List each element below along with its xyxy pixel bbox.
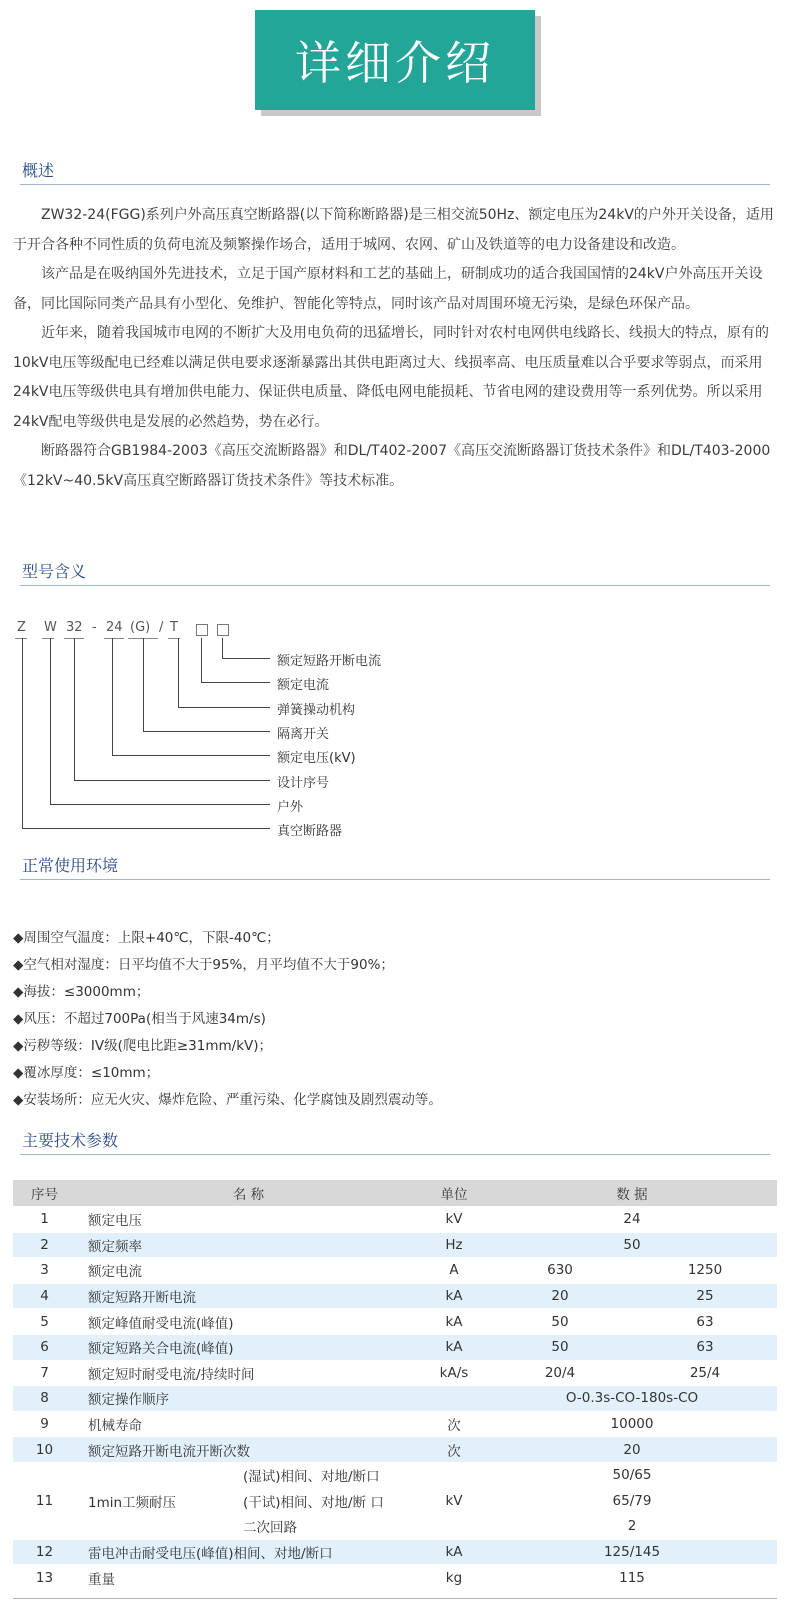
leader-line (143, 638, 144, 731)
row-no: 3 (13, 1258, 76, 1284)
table-row (13, 1309, 777, 1335)
row-value-1: 50 (487, 1334, 633, 1360)
row-name: 额定短路开断电流 (76, 1283, 421, 1309)
row-unit: kA (421, 1334, 487, 1360)
row-unit: kV (421, 1207, 487, 1233)
model-label: 额定电流 (277, 678, 330, 693)
leader-line (143, 731, 270, 732)
model-label: 额定电压(kV) (277, 751, 356, 766)
row-name: 额定峰值耐受电流(峰值) (76, 1309, 421, 1335)
env-item: ◆安装场所：应无火灾、爆炸危险、严重污染、化学腐蚀及剧烈震动等。 (13, 1092, 442, 1108)
row-no: 9 (13, 1411, 76, 1437)
table-row (13, 1437, 777, 1463)
table-row (13, 1386, 777, 1412)
table-row (13, 1334, 777, 1360)
row-name: 额定电流 (76, 1258, 421, 1284)
leader-line (22, 638, 23, 828)
row-name: 额定短路开断电流开断次数 (76, 1437, 421, 1463)
row-value: 50/65 (487, 1462, 777, 1488)
table-row (13, 1411, 777, 1437)
model-code-slash: / (159, 620, 164, 635)
section-header-overview (20, 160, 770, 185)
row-unit: 次 (421, 1437, 487, 1463)
leader-line (178, 638, 179, 707)
leader-line (201, 682, 270, 683)
env-item: ◆空气相对湿度：日平均值不大于95%，月平均值不大于90%； (13, 957, 394, 973)
banner-title: 详细介绍 (295, 36, 495, 90)
leader-line (178, 707, 270, 708)
row-unit: kA (421, 1283, 487, 1309)
table-header-row (13, 1180, 777, 1207)
row-value: 10000 (487, 1411, 777, 1437)
leader-line (74, 780, 270, 781)
model-label: 设计序号 (277, 776, 330, 791)
row-name: 额定电压 (76, 1207, 421, 1233)
table-row (13, 1258, 777, 1284)
model-underline (15, 638, 27, 639)
leader-line (50, 804, 270, 805)
model-label: 弹簧操动机构 (277, 703, 356, 718)
section-banner (255, 10, 535, 110)
overview-paragraph-1: ZW32-24(FGG)系列户外高压真空断路器(以下简称断路器)是三相交流50Hz、额定电压为24kV的户外开关设备，适用于开合各种不同性质的负荷电流及频繁操作场合，适用于城网、农网、矿山及铁道等的电力设备建设和改造。 (13, 207, 774, 253)
overview-paragraph-3: 近年来，随着我国城市电网的不断扩大及用电负荷的迅猛增长，同时针对农村电网供电线路长、线损大的特点，原有的10kV电压等级配电已经难以满足供电要求逐渐暴露出其供电距离过大、线损率高、电压质量难以合乎要求等弱点，而采用24kV电压等级供电具有增加供电能力、保证供电质量、降低电网电能损耗、节省电网的建设费用等一系列优势。所以采用24kV配电等级供电是发展的必然趋势，势在必行。 (13, 325, 769, 430)
section-header-model (20, 561, 770, 586)
row-name: 重量 (76, 1565, 421, 1591)
header-name: 名 称 (76, 1180, 421, 1207)
row-name: 额定短路关合电流(峰值) (76, 1334, 421, 1360)
env-item: ◆覆冰厚度：≤10mm； (13, 1065, 160, 1081)
model-code-dash: - (92, 620, 97, 635)
row-name: 机械寿命 (76, 1411, 421, 1437)
table-row (13, 1360, 777, 1386)
row-value: 115 (487, 1565, 777, 1591)
header-data: 数 据 (487, 1180, 777, 1207)
leader-line (112, 755, 270, 756)
row-sub-label: (湿试)相间、对地/断口 (231, 1462, 421, 1488)
env-item: ◆风压：不超过700Pa(相当于风速34m/s) (13, 1011, 266, 1027)
model-code-g: (G) (130, 620, 151, 635)
row-value: 24 (487, 1207, 777, 1233)
leader-line (112, 638, 113, 755)
row-no: 6 (13, 1334, 76, 1360)
row-no: 5 (13, 1309, 76, 1335)
row-value: 65/79 (487, 1488, 777, 1514)
row-value: 20 (487, 1437, 777, 1463)
section-title-params: 主要技术参数 (22, 1131, 119, 1150)
model-label: 户外 (277, 800, 304, 815)
env-item: ◆海拔：≤3000mm； (13, 984, 150, 1000)
model-code-t: T (170, 620, 178, 635)
row-no: 11 (13, 1462, 76, 1539)
row-unit: Hz (421, 1232, 487, 1258)
row-no: 10 (13, 1437, 76, 1463)
row-value-2: 63 (633, 1309, 777, 1335)
row-name: 雷电冲击耐受电压(峰值)相间、对地/断口 (76, 1539, 421, 1565)
table-row (13, 1462, 777, 1488)
row-unit: kV (421, 1462, 487, 1539)
env-item: ◆周围空气温度：上限+40℃，下限-40℃； (13, 930, 280, 946)
model-underline (42, 638, 54, 639)
row-value: 2 (487, 1514, 777, 1540)
row-unit: kA (421, 1539, 487, 1565)
row-no: 1 (13, 1207, 76, 1233)
section-header-params (20, 1130, 770, 1155)
section-title-env: 正常使用环境 (22, 856, 119, 875)
header-unit: 单位 (421, 1180, 487, 1207)
model-code-z: Z (17, 620, 26, 635)
table-row (13, 1539, 777, 1565)
row-no: 2 (13, 1232, 76, 1258)
row-value: O-0.3s-CO-180s-CO (487, 1386, 777, 1412)
row-name: 1min工频耐压 (76, 1462, 231, 1539)
overview-text (13, 201, 778, 496)
params-table (13, 1180, 777, 1591)
header-no: 序号 (13, 1180, 76, 1207)
model-label: 额定短路开断电流 (277, 654, 382, 669)
section-header-env (20, 855, 770, 880)
table-row (13, 1207, 777, 1233)
row-value-1: 630 (487, 1258, 633, 1284)
row-sub-label: 二次回路 (231, 1514, 421, 1540)
row-value: 125/145 (487, 1539, 777, 1565)
model-code-24: 24 (106, 620, 123, 635)
row-no: 12 (13, 1539, 76, 1565)
model-code-32: 32 (66, 620, 83, 635)
row-name: 额定频率 (76, 1232, 421, 1258)
row-unit (421, 1386, 487, 1412)
model-label: 隔离开关 (277, 727, 330, 742)
row-name: 额定操作顺序 (76, 1386, 421, 1412)
row-unit: kg (421, 1565, 487, 1591)
row-no: 4 (13, 1283, 76, 1309)
overview-paragraph-2: 该产品是在吸纳国外先进技术，立足于国产原材料和工艺的基础上，研制成功的适合我国国情的24kV户外高压开关设备，同比国际同类产品具有小型化、免维护、智能化等特点，同时该产品对周围环境无污染，是绿色环保产品。 (13, 266, 763, 312)
table-row (13, 1565, 777, 1591)
overview-paragraph-4: 断路器符合GB1984-2003《高压交流断路器》和DL/T402-2007《高压交流断路器订货技术条件》和DL/T403-2000《12kV~40.5kV高压真空断路器订货技术条件》等技术标准。 (13, 443, 771, 489)
row-unit: kA/s (421, 1360, 487, 1386)
placeholder-box-breaking (217, 624, 229, 636)
row-unit: 次 (421, 1411, 487, 1437)
row-sub-label: (干试)相间、对地/断 口 (231, 1488, 421, 1514)
leader-line (201, 638, 202, 682)
model-label: 真空断路器 (277, 824, 343, 839)
row-unit: kA (421, 1309, 487, 1335)
row-unit: A (421, 1258, 487, 1284)
row-value-2: 63 (633, 1334, 777, 1360)
row-no: 7 (13, 1360, 76, 1386)
env-item: ◆污秽等级：IV级(爬电比距≥31mm/kV)； (13, 1038, 273, 1054)
table-row (13, 1232, 777, 1258)
row-value: 50 (487, 1232, 777, 1258)
model-underline (104, 638, 124, 639)
table-bottom-rule (13, 1598, 777, 1599)
table-row (13, 1283, 777, 1309)
model-code-w: W (44, 620, 57, 635)
row-value-2: 25 (633, 1283, 777, 1309)
row-value-1: 50 (487, 1309, 633, 1335)
row-value-2: 25/4 (633, 1360, 777, 1386)
row-no: 13 (13, 1565, 76, 1591)
row-name: 额定短时耐受电流/持续时间 (76, 1360, 421, 1386)
row-value-2: 1250 (633, 1258, 777, 1284)
section-title-model: 型号含义 (22, 562, 87, 581)
leader-line (74, 638, 75, 780)
row-value-1: 20 (487, 1283, 633, 1309)
section-title-overview: 概述 (22, 161, 55, 180)
row-no: 8 (13, 1386, 76, 1412)
leader-line (222, 658, 270, 659)
row-value-1: 20/4 (487, 1360, 633, 1386)
leader-line (222, 638, 223, 658)
placeholder-box-current (196, 624, 208, 636)
leader-line (50, 638, 51, 804)
leader-line (22, 828, 270, 829)
